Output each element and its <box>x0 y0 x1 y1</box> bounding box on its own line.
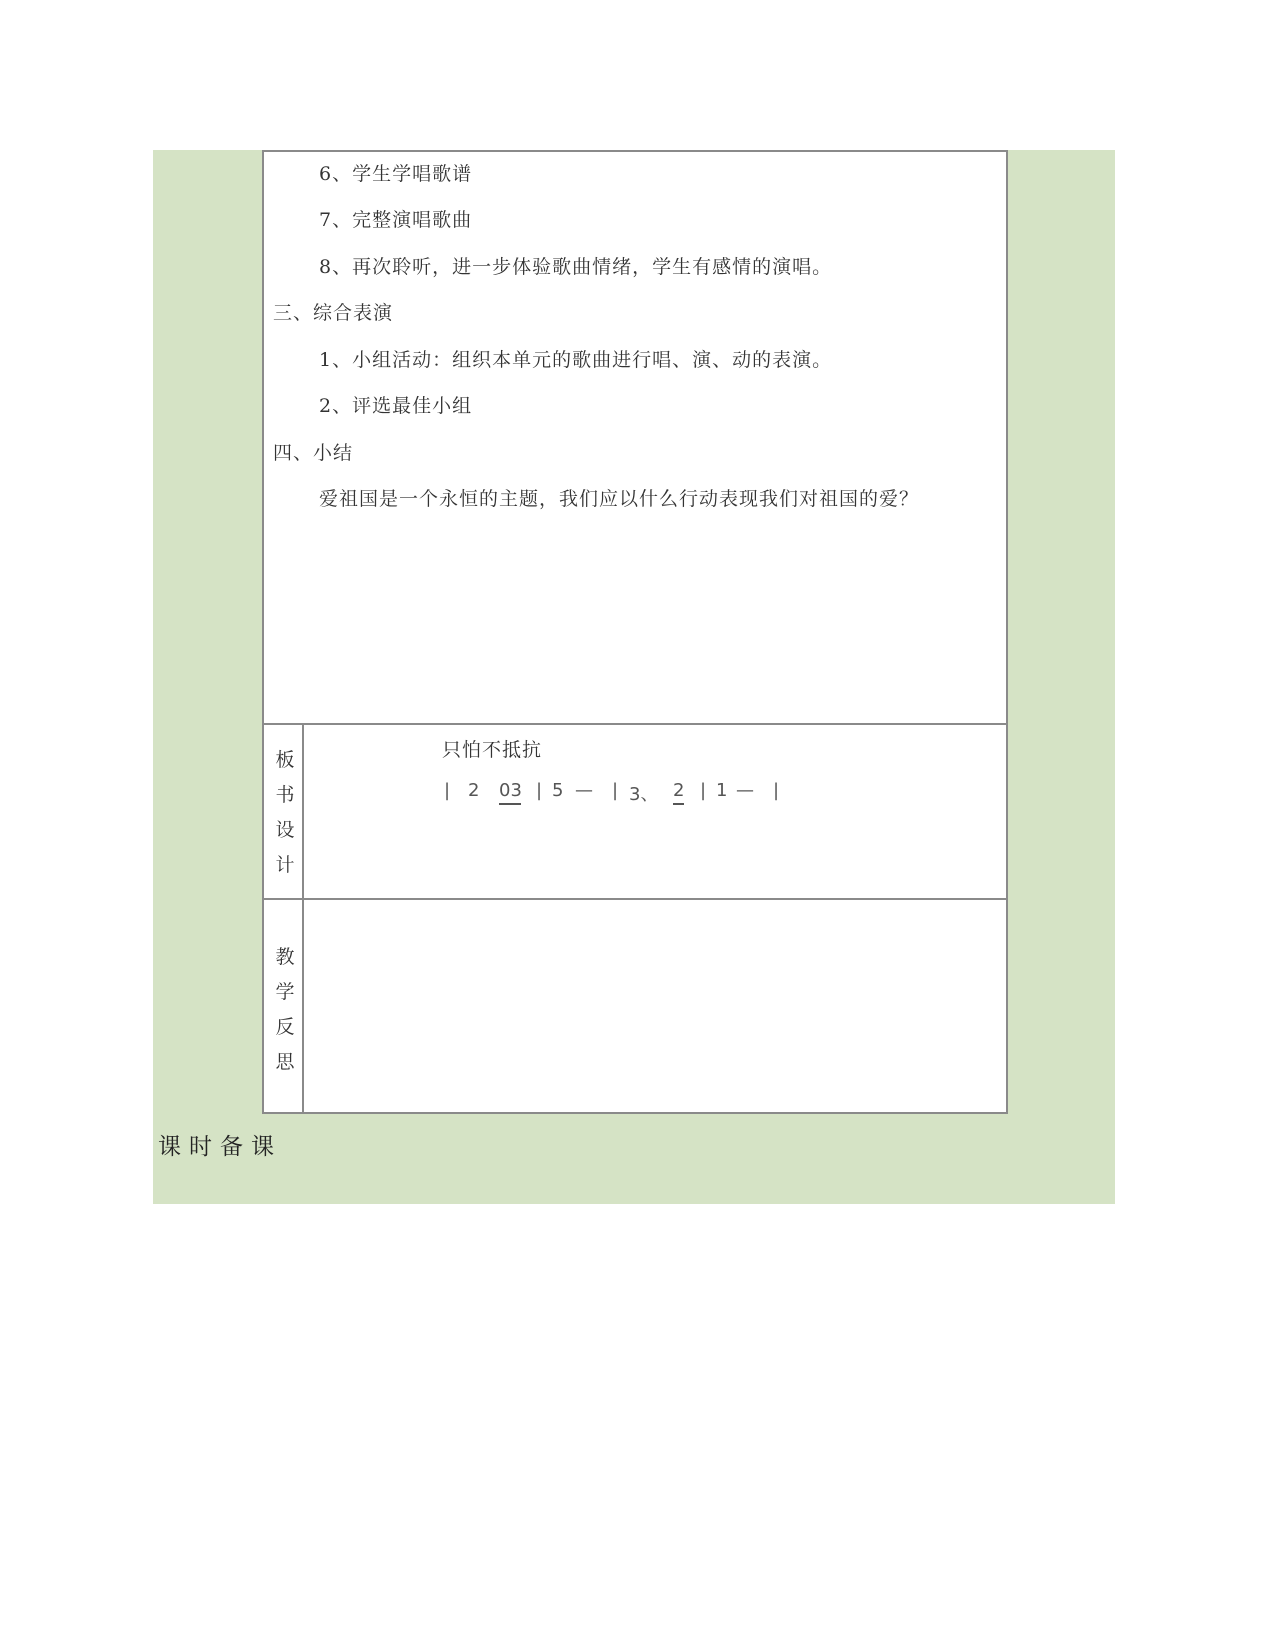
reflection-label-char: 反 <box>275 1016 295 1038</box>
summary-question: 爱祖国是一个永恒的主题，我们应以什么行动表现我们对祖国的爱？ <box>319 488 920 510</box>
section-3-item-1: 1、小组活动：组织本单元的歌曲进行唱、演、动的表演。 <box>319 349 833 371</box>
barline: | <box>700 780 707 801</box>
board-design-label <box>264 725 304 898</box>
dash: — <box>736 780 754 801</box>
board-label-char: 板 <box>275 749 295 771</box>
reflection-label-char: 学 <box>275 981 295 1003</box>
step-8-line: 8、再次聆听，进一步体验歌曲情绪，学生有感情的演唱。 <box>319 256 833 278</box>
teaching-reflection-label <box>264 900 304 1114</box>
board-label-char: 设 <box>275 819 295 841</box>
barline: | <box>444 780 451 801</box>
board-design-row <box>264 725 1006 900</box>
step-6-line: 6、学生学唱歌谱 <box>319 163 473 185</box>
note: 03 <box>499 780 522 801</box>
reflection-label-char: 思 <box>275 1051 295 1073</box>
note: 5 <box>552 780 564 801</box>
note: 2 <box>468 780 480 801</box>
section-3-heading: 三、综合表演 <box>273 302 394 324</box>
reflection-label-char: 教 <box>275 946 295 968</box>
note-underline <box>673 803 684 805</box>
step-7-line: 7、完整演唱歌曲 <box>319 209 473 231</box>
section-footer-title: 课时备课 <box>158 1134 282 1160</box>
teaching-reflection-content <box>304 900 1006 1114</box>
barline: | <box>612 780 619 801</box>
note: 3、 <box>629 784 659 805</box>
barline: | <box>773 780 780 801</box>
dash: — <box>575 780 593 801</box>
lesson-procedure-cell <box>264 152 1006 725</box>
section-4-heading: 四、小结 <box>273 442 354 464</box>
song-title: 只怕不抵抗 <box>442 739 543 761</box>
section-3-item-2: 2、评选最佳小组 <box>319 395 473 417</box>
board-design-content <box>304 725 1006 898</box>
note-underline <box>499 803 521 805</box>
lesson-plan-table <box>262 150 1008 1114</box>
teaching-reflection-row <box>264 900 1006 1114</box>
barline: | <box>536 780 543 801</box>
note: 1 <box>716 780 728 801</box>
note: 2 <box>673 780 685 801</box>
board-label-char: 书 <box>275 784 295 806</box>
board-label-char: 计 <box>275 854 295 876</box>
